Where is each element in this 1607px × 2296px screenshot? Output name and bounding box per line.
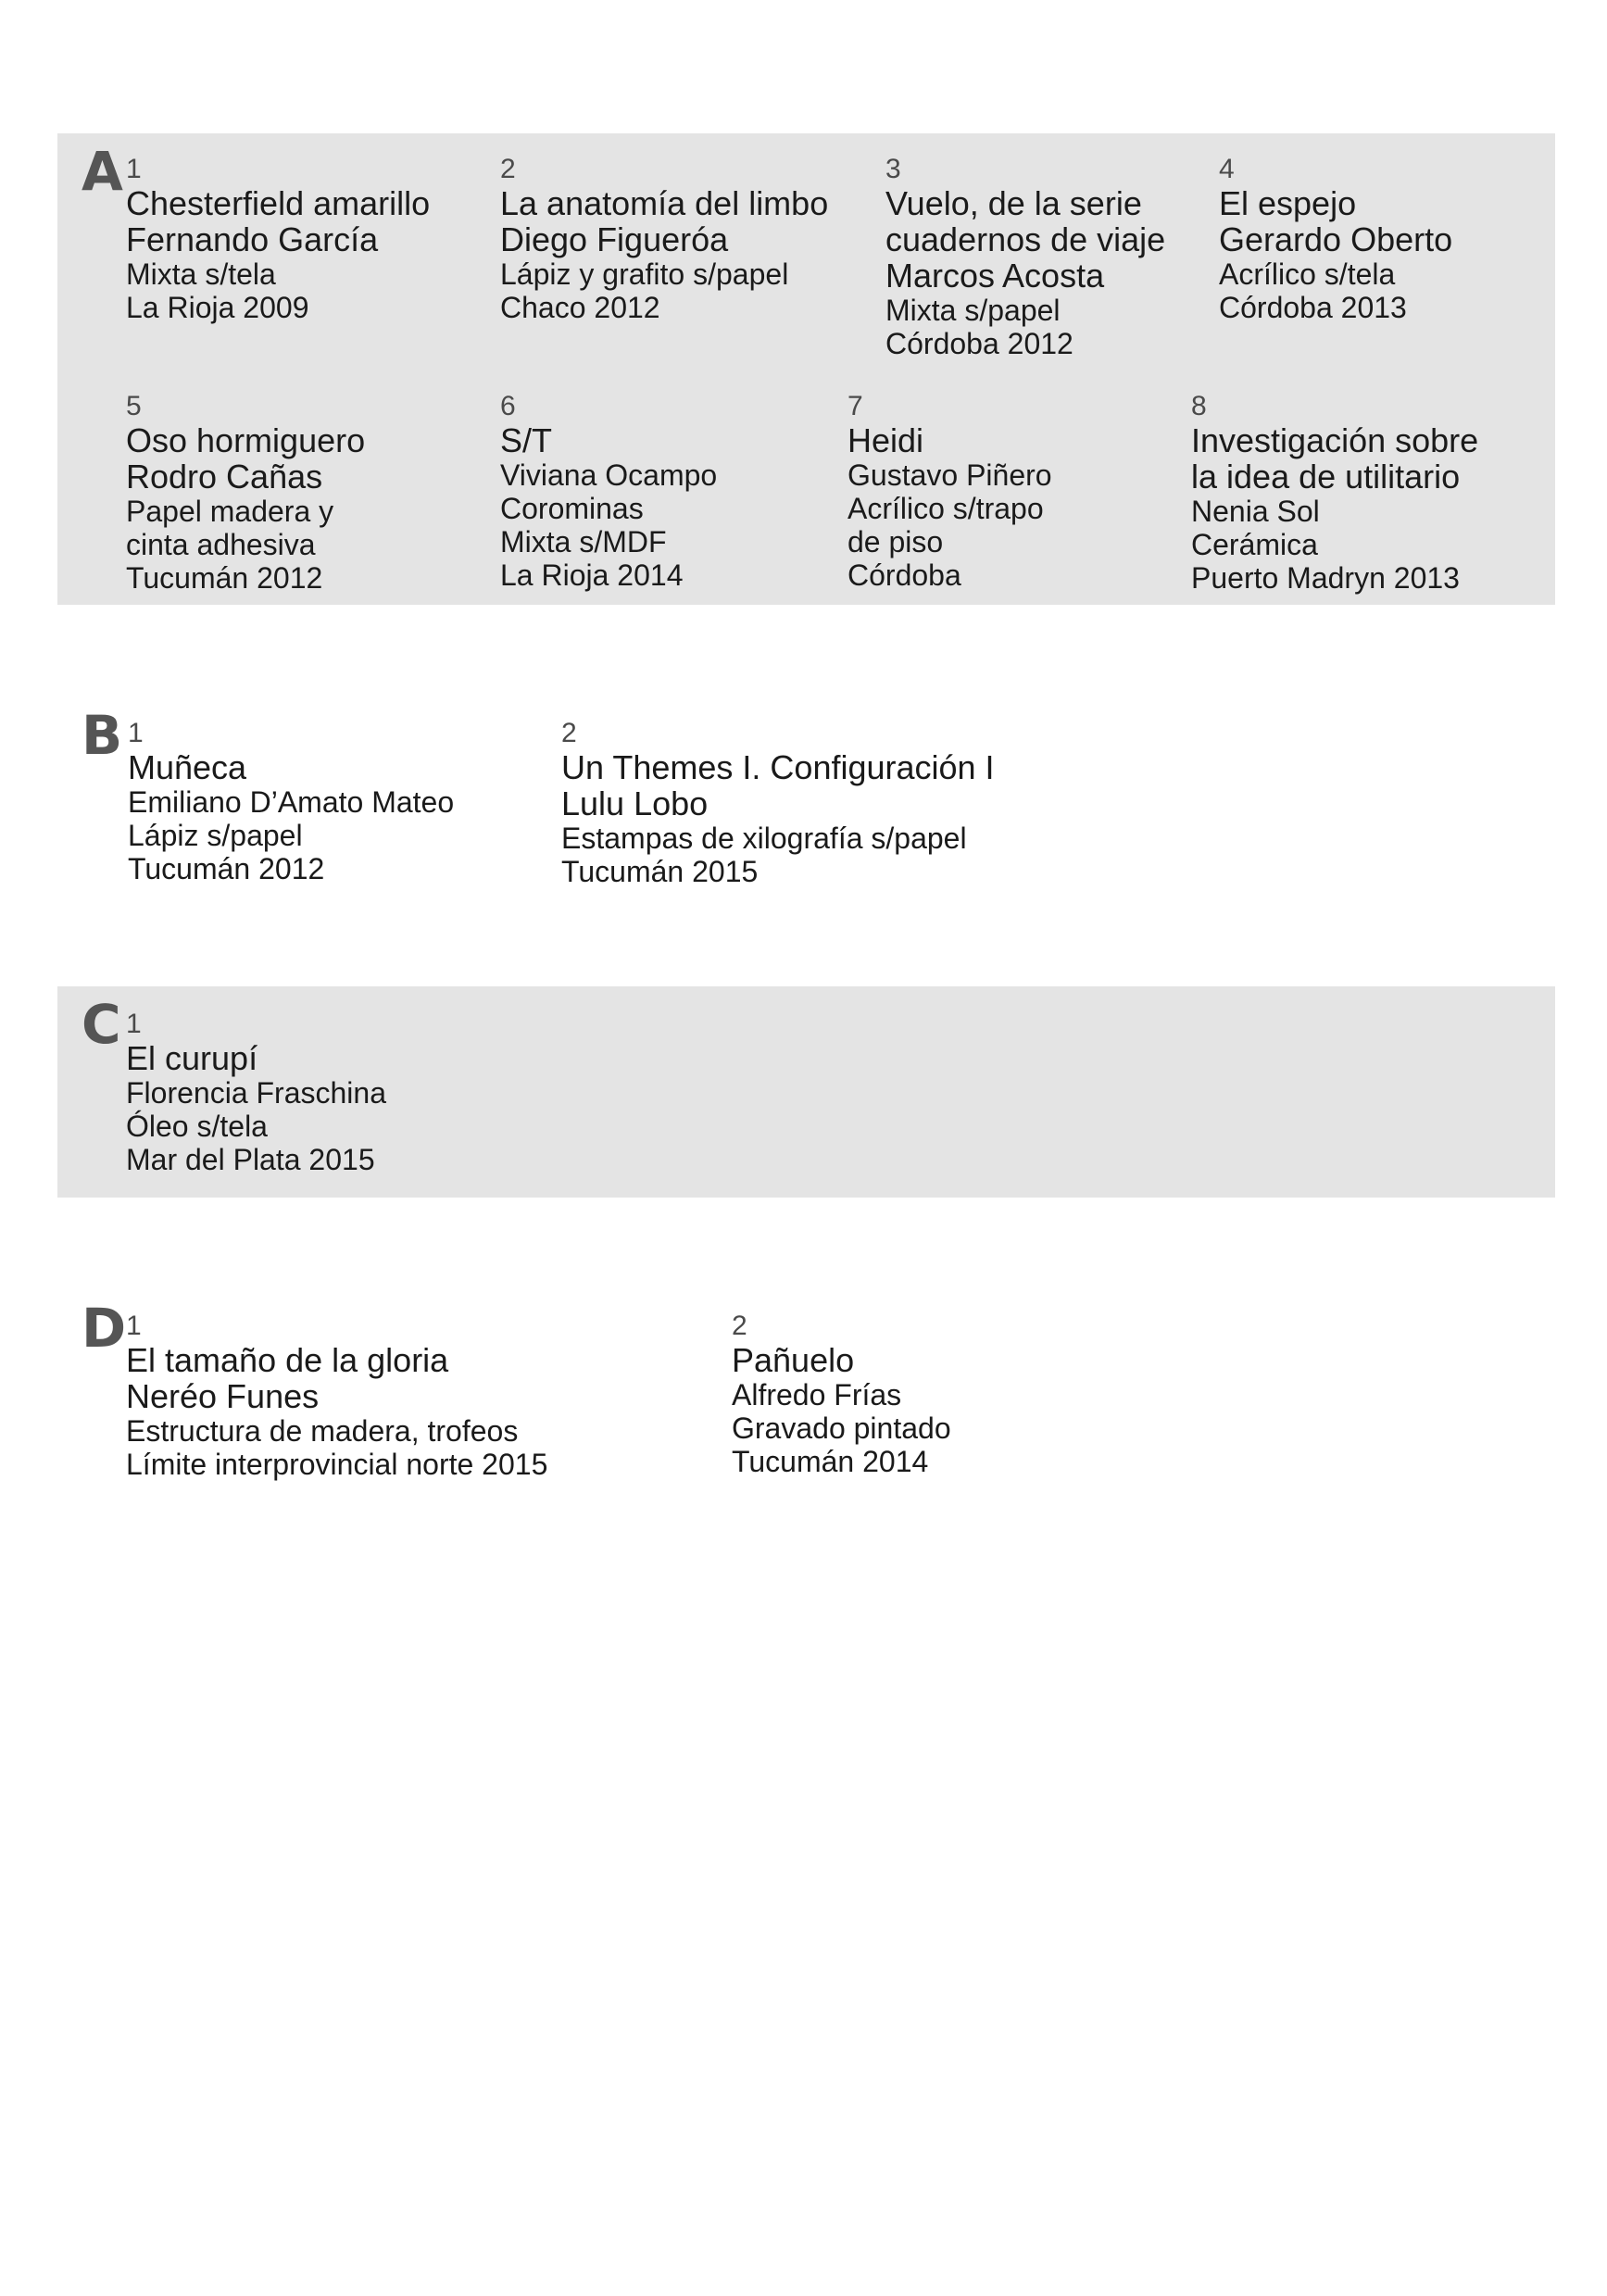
artwork-artist: Alfredo Frías [732,1378,902,1411]
artwork-medium: Acrílico s/trapo de piso [847,492,1044,558]
artwork-number: 1 [128,718,144,748]
artwork-medium: Cerámica [1191,528,1318,561]
artwork-number: 1 [126,1311,142,1341]
artwork-number: 8 [1191,391,1207,421]
section-b [57,699,1555,903]
artwork-medium: Acrílico s/tela [1219,257,1396,291]
artwork-medium: Estructura de madera, trofeos [126,1414,519,1448]
artwork-place-year: Tucumán 2012 [128,852,325,885]
artwork-artist: Fernando García [126,220,379,258]
artwork-entry [732,1311,951,1478]
artwork-entry [847,391,1052,592]
artwork-title: Oso hormiguero [126,421,366,459]
artwork-artist: Diego Figueróa [500,220,729,258]
artwork-title: Muñeca [128,748,247,786]
artwork-medium: Mixta s/papel [885,294,1061,327]
artwork-place-year: Tucumán 2014 [732,1445,929,1478]
artwork-artist: Florencia Fraschina [126,1076,386,1110]
artwork-title: S/T [500,421,553,459]
artwork-entry [126,154,430,324]
artwork-medium: Mixta s/tela [126,257,276,291]
artwork-number: 7 [847,391,863,421]
artwork-entry [1219,154,1452,324]
artwork-artist: Lulu Lobo [561,784,709,822]
artwork-medium: Lápiz y grafito s/papel [500,257,789,291]
artwork-medium: Papel madera y cinta adhesiva [126,495,334,561]
artwork-number: 4 [1219,154,1235,184]
artwork-artist: Rodro Cañas [126,458,323,496]
artwork-number: 5 [126,391,142,421]
section-letter: A [82,140,123,203]
artwork-number: 3 [885,154,901,184]
artwork-place-year: Chaco 2012 [500,291,660,324]
artwork-entry [500,391,717,592]
artwork-title: La anatomía del limbo [500,184,829,222]
artwork-title: Pañuelo [732,1341,855,1379]
artwork-title: Heidi [847,421,924,459]
artwork-entry [561,718,995,888]
artwork-place-year: Córdoba 2013 [1219,291,1407,324]
artwork-entry [126,391,365,595]
artwork-entry [500,154,828,324]
artwork-entry [126,1311,547,1481]
artwork-title: Un Themes I. Configuración I [561,748,995,786]
artwork-number: 1 [126,154,142,184]
artwork-entry [128,718,454,885]
artwork-title: Vuelo, de la serie cuadernos de viaje [885,184,1166,258]
artwork-artist: Gerardo Oberto [1219,220,1453,258]
artwork-title: Investigación sobre la idea de utilitario [1191,421,1479,496]
section-letter: B [82,704,123,767]
artwork-medium: Mixta s/MDF [500,525,667,558]
section-letter: C [82,993,121,1056]
artwork-place-year: Puerto Madryn 2013 [1191,561,1460,595]
artwork-place-year: Tucumán 2012 [126,561,323,595]
artwork-title: El espejo [1219,184,1357,222]
artwork-medium: Gravado pintado [732,1411,951,1445]
artwork-entry [126,1009,386,1176]
artwork-place-year: La Rioja 2014 [500,558,684,592]
artwork-medium: Estampas de xilografía s/papel [561,822,967,855]
artwork-number: 1 [126,1009,142,1039]
section-c [57,986,1555,1198]
artwork-entry [885,154,1165,360]
artwork-number: 2 [500,154,516,184]
artwork-place-year: Córdoba 2012 [885,327,1073,360]
artwork-number: 2 [561,718,577,748]
artwork-place-year: La Rioja 2009 [126,291,309,324]
section-a [57,133,1555,605]
artwork-artist: Gustavo Piñero [847,458,1052,492]
artwork-artist: Nenia Sol [1191,495,1320,528]
artwork-number: 2 [732,1311,747,1341]
section-d [57,1292,1555,1496]
artwork-artist: Marcos Acosta [885,257,1105,295]
artwork-place-year: Límite interprovincial norte 2015 [126,1448,548,1481]
artwork-title: El curupí [126,1039,258,1077]
artwork-place-year: Córdoba [847,558,961,592]
artwork-entry [1191,391,1478,595]
artwork-place-year: Mar del Plata 2015 [126,1143,375,1176]
artwork-place-year: Tucumán 2015 [561,855,759,888]
artwork-medium: Óleo s/tela [126,1110,268,1143]
artwork-artist: Viviana Ocampo Corominas [500,458,718,525]
section-letter: D [82,1297,127,1360]
artwork-artist: Neréo Funes [126,1377,320,1415]
artwork-title: El tamaño de la gloria [126,1341,449,1379]
artwork-medium: Lápiz s/papel [128,819,303,852]
artwork-title: Chesterfield amarillo [126,184,431,222]
artwork-artist: Emiliano D’Amato Mateo [128,785,455,819]
artwork-number: 6 [500,391,516,421]
